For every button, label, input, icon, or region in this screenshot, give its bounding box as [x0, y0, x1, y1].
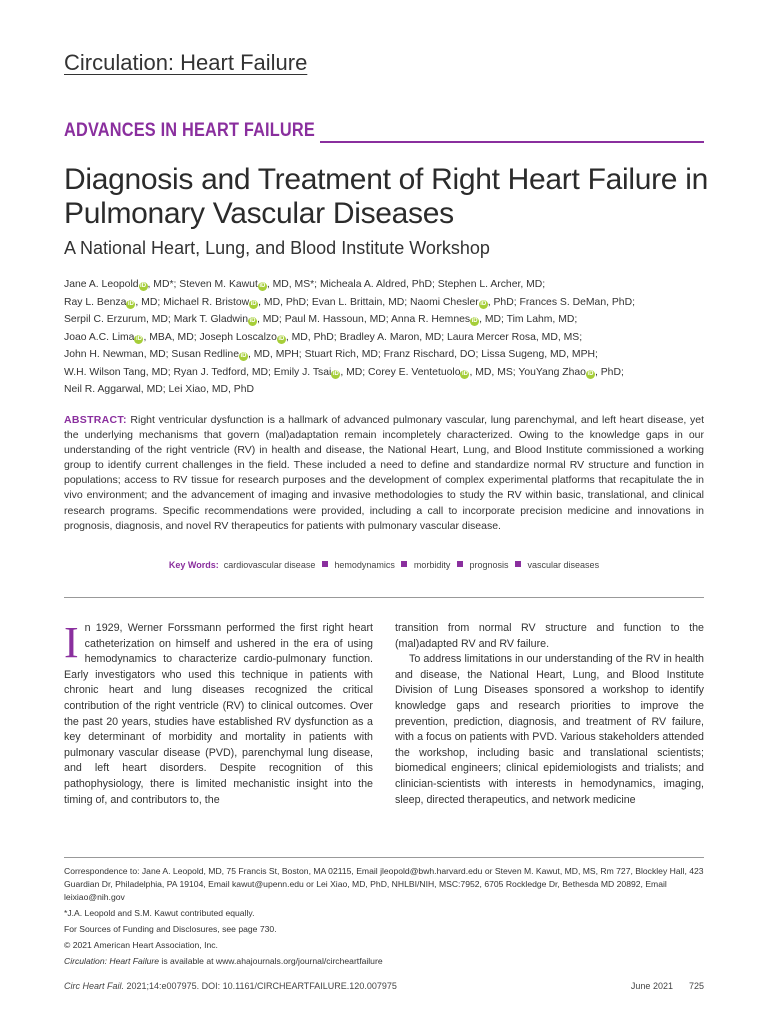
body-column-right: [395, 621, 704, 808]
keyword[interactable]: cardiovascular disease: [223, 560, 316, 570]
author-line: W.H. Wilson Tang, MD; Ryan J. Tedford, MD; Emily J. Tsai iD , MD; Corey E. Ventetuolo iD , MD, MS; YouYang Zhao iD , PhD;: [64, 366, 624, 378]
orcid-icon[interactable]: iD: [259, 283, 266, 289]
drop-cap: I: [64, 618, 79, 667]
availability-journal: Circulation: Heart Failure: [64, 956, 160, 966]
keyword-separator-icon: [515, 561, 521, 567]
orcid-icon[interactable]: iD: [278, 335, 285, 342]
keyword[interactable]: morbidity: [413, 560, 451, 570]
journal-name: Circulation: Heart Failure: [64, 50, 308, 75]
availability-note: [64, 955, 704, 968]
citation: [64, 981, 397, 991]
orcid-icon[interactable]: iD: [587, 370, 594, 377]
section-rule: [320, 141, 704, 143]
orcid-icon[interactable]: iD: [250, 300, 257, 307]
section-label: ADVANCES IN HEART FAILURE: [64, 120, 315, 141]
copyright-note: © 2021 American Heart Association, Inc.: [64, 940, 218, 950]
body-paragraph: To address limitations in our understanding of the RV in health and disease, the National Heart, Lung, and Blood Institute Division of Lung Diseases sponsored a workshop to identify knowledge gaps and research priorities to improve the prevention, prediction, diagnosis, and treatment of RV failure, with a focus on patients with PVD. Various stakeholders attended the workshop, including basic and translational scientists; biomedical engineers; clinical epidemiologists and trialists; and clinician-scientists with interests in hemodynamics, imaging, sleep, directed therapeutics, and network medicine: [395, 653, 704, 806]
body-paragraph: transition from normal RV structure and function to the (mal)adapted RV and RV failure.: [395, 622, 704, 650]
orcid-icon[interactable]: iD: [240, 353, 247, 359]
article-subtitle: A National Heart, Lung, and Blood Institute Workshop: [64, 238, 490, 258]
footer-right: [631, 981, 704, 991]
funding-note: For Sources of Funding and Disclosures, see page 730.: [64, 924, 277, 934]
article-title: Diagnosis and Treatment of Right Heart Failure in Pulmonary Vascular Diseases: [64, 163, 708, 230]
keyword[interactable]: prognosis: [469, 560, 509, 570]
keyword-separator-icon: [457, 561, 463, 567]
author-line: Jane A. Leopold iD , MD*; Steven M. Kawut iD , MD, MS*; Micheala A. Aldred, PhD; Stephen L. Archer, MD;: [64, 279, 546, 290]
citation-journal: Circ Heart Fail.: [64, 981, 125, 991]
footnotes: [64, 865, 704, 971]
author-line: John H. Newman, MD; Susan Redline iD , MD, MPH; Stuart Rich, MD; Franz Rischard, DO; Lissa Sugeng, MD, MPH;: [64, 349, 598, 360]
orcid-icon[interactable]: iD: [480, 300, 487, 307]
body-paragraph: [64, 618, 373, 808]
orcid-icon[interactable]: iD: [471, 318, 478, 324]
keyword-separator-icon: [401, 561, 407, 567]
author-line: Ray L. Benza iD , MD; Michael R. Bristow iD , MD, PhD; Evan L. Brittain, MD; Naomi Chesler iD , PhD; Frances S. DeMan, PhD;: [64, 296, 635, 308]
divider: [64, 597, 704, 598]
orcid-icon[interactable]: iD: [332, 370, 339, 377]
keyword[interactable]: hemodynamics: [334, 560, 395, 570]
equal-contribution-note: *J.A. Leopold and S.M. Kawut contributed equally.: [64, 908, 255, 918]
author-list: [64, 276, 714, 399]
correspondence-note: Correspondence to: Jane A. Leopold, MD, 75 Francis St, Boston, MA 02115, Email jleopold@bwh.harvard.edu or Steven M. Kawut, MD, MS, Rm 727, Blockley Hall, 423 Guardian Dr, Philadelphia, PA 19104, Email kawut@upenn.edu or Lei Xiao, MD, PhD, NHLBI/NIH, MSC:7952, 6705 Rockledge Dr, Bethesda MD 20892, Email leixiao@nih.gov: [64, 866, 704, 902]
body-column-left: [64, 618, 373, 808]
orcid-icon[interactable]: iD: [140, 283, 147, 289]
abstract: [64, 413, 704, 534]
orcid-icon[interactable]: iD: [135, 335, 142, 342]
page-number: 725: [688, 981, 704, 991]
keywords-label: Key Words:: [168, 560, 219, 570]
availability-text: is available at www.ahajournals.org/journal/circheartfailure: [159, 956, 383, 966]
abstract-text: Right ventricular dysfunction is a hallmark of advanced pulmonary vascular, lung parenchymal, and left heart disease, yet the underlying mechanisms that govern (mal)adaptation remain incompletely characterized. Owing to the knowledge gaps in our understanding of the right ventricle (RV) in health and disease, the National Heart, Lung, and Blood Institute commissioned a working group to identify current challenges in the field. These included a need to define and standardize normal RV structure and function in populations; access to RV tissue for research purposes and the development of complex experimental platforms that recapitulate the in vivo environment; and the advancement of imaging and invasive methodologies to study the RV within basic, translational, and clinical research programs. Specific recommendations were provided, including a call to incorporate precision medicine and innovations in prognosis, diagnosis, and novel RV therapeutics for patients with pulmonary vascular disease.: [64, 414, 704, 532]
citation-details: 2021;14:e007975. DOI: 10.1161/CIRCHEARTFAILURE.120.007975: [124, 981, 397, 991]
divider: [64, 857, 704, 858]
keyword-separator-icon: [322, 561, 328, 567]
orcid-icon[interactable]: iD: [249, 318, 256, 324]
author-line: Neil R. Aggarwal, MD; Lei Xiao, MD, PhD: [64, 384, 254, 395]
author-line: Serpil C. Erzurum, MD; Mark T. Gladwin iD , MD; Paul M. Hassoun, MD; Anna R. Hemnes iD , MD; Tim Lahm, MD;: [64, 314, 578, 325]
keyword[interactable]: vascular diseases: [527, 560, 600, 570]
issue-date: June 2021: [630, 981, 673, 991]
orcid-icon[interactable]: iD: [127, 300, 134, 307]
orcid-icon[interactable]: iD: [461, 370, 468, 377]
body-text: n 1929, Werner Forssmann performed the first right heart catheterization on himself and ushered in the era of using hemodynamics to characterize cardio-pulmonary function. Early investigators who used this technique in patients with chronic heart and lung diseases recognized the critical contribution of the right ventricle (RV) to clinical outcomes. Over the past 20 years, studies have established RV dysfunction as a key determinant of morbidity and mortality in patients with pulmonary vascular disease (PVD), parenchymal lung disease, and left heart disorders. Despite recognition of this pathophysiology, there is limited mechanistic insight into the timing of, and contributors to, the: [64, 622, 373, 806]
abstract-label: ABSTRACT:: [64, 414, 127, 426]
author-line: Joao A.C. Lima iD , MBA, MD; Joseph Loscalzo iD , MD, PhD; Bradley A. Maron, MD; Laura Mercer Rosa, MD, MS;: [64, 331, 583, 343]
keywords: [64, 560, 704, 570]
